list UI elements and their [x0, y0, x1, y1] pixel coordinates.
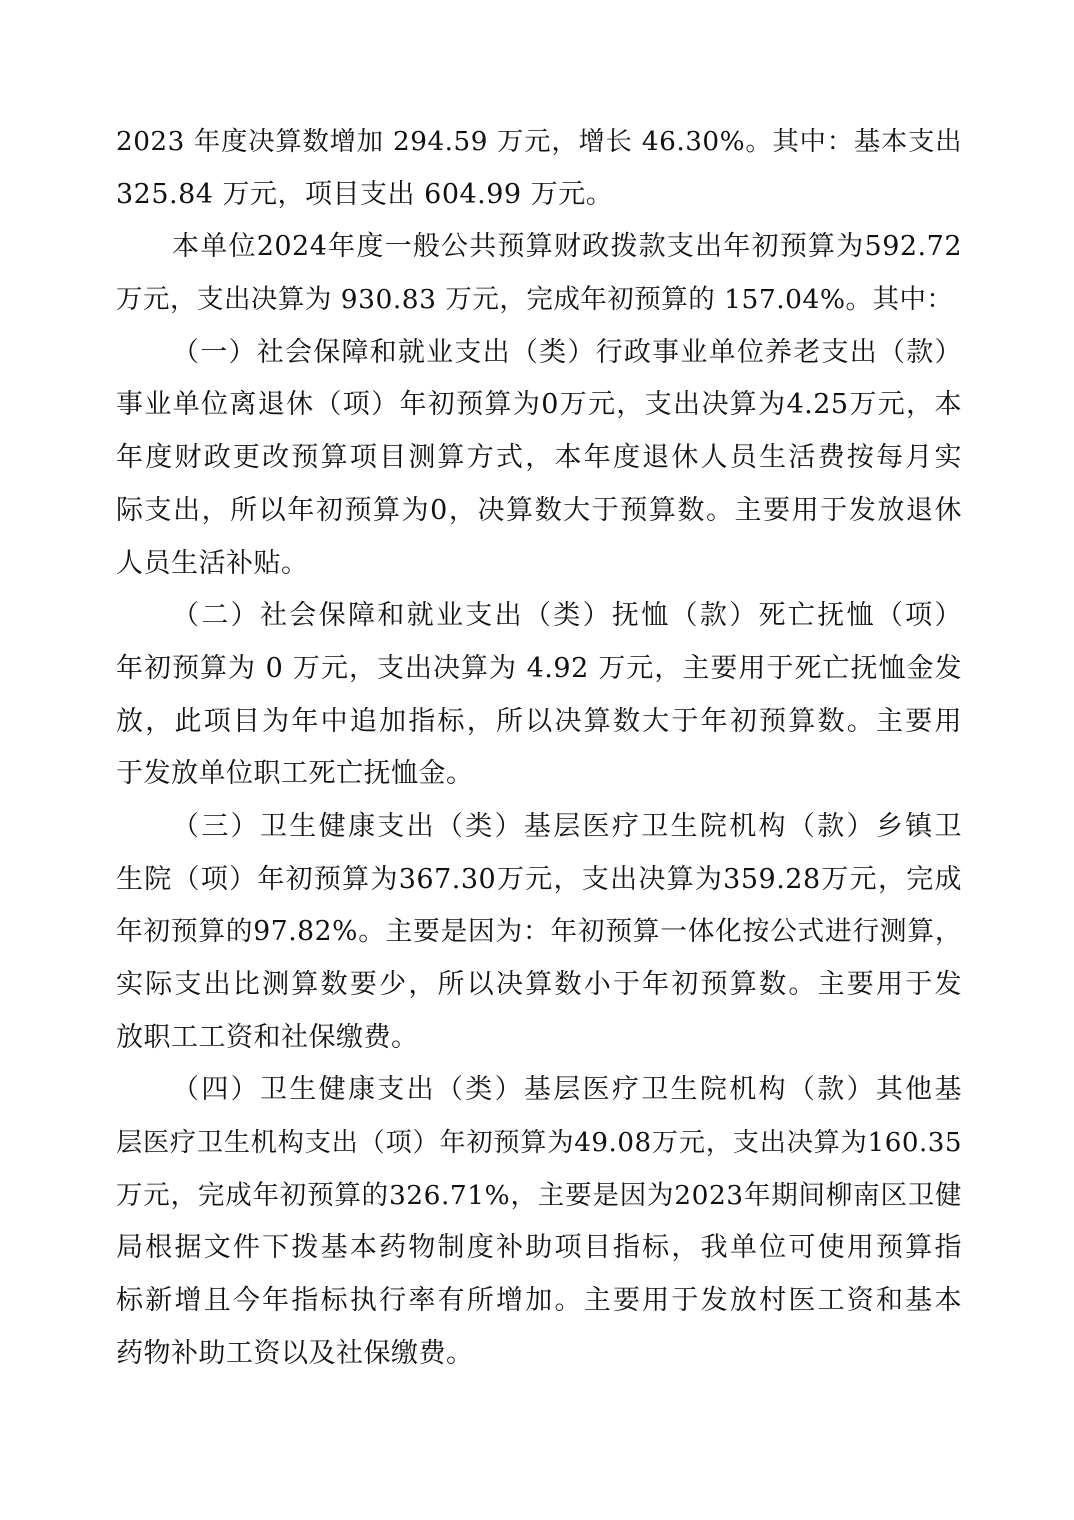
document-page: [116, 116, 962, 1381]
text-line: 实际支出比测算数要少，所以决算数小于年初预算数。主要用于发: [116, 969, 962, 1000]
text-line: 局根据文件下拨基本药物制度补助项目指标，我单位可使用预算指: [116, 1232, 962, 1264]
text-line: 层医疗卫生机构支出（项）年初预算为49.08万元，支出决算为160.35: [116, 1128, 962, 1159]
paragraph-general-budget: [116, 221, 962, 326]
text-line: 年度财政更改预算项目测算方式，本年度退休人员生活费按每月实: [116, 442, 962, 474]
text-line: 万元，支出决算为 930.83 万元，完成年初预算的 157.04%。其中：: [116, 284, 954, 316]
paragraph-item-4-other-medical: [116, 1064, 962, 1380]
text-line: 人员生活补贴。: [116, 547, 309, 579]
text-line: 本单位2024年度一般公共预算财政拨款支出年初预算为592.72: [172, 231, 962, 263]
text-line: 事业单位离退休（项）年初预算为0万元，支出决算为4.25万元，本: [116, 389, 962, 421]
text-line: 生院（项）年初预算为367.30万元，支出决算为359.28万元，完成: [116, 863, 962, 895]
text-line: 放，此项目为年中追加指标，所以决算数大于年初预算数。主要用: [116, 705, 962, 737]
text-line: 万元，完成年初预算的326.71%，主要是因为2023年期间柳南区卫健: [116, 1179, 962, 1211]
paragraph-summary-increase: [116, 116, 962, 221]
text-line: 2023 年度决算数增加 294.59 万元，增长 46.30%。其中：基本支出: [116, 127, 962, 157]
paragraph-item-2-death-compensation: [116, 590, 962, 801]
text-line: 年初预算的97.82%。主要是因为：年初预算一体化按公式进行测算，: [116, 916, 962, 948]
text-line: 325.84 万元，项目支出 604.99 万元。: [116, 178, 614, 210]
paragraph-item-1-retirement: [116, 327, 962, 590]
text-line: 于发放单位职工死亡抚恤金。: [116, 758, 474, 790]
text-line: 放职工工资和社保缴费。: [116, 1021, 419, 1053]
text-line: 年初预算为 0 万元，支出决算为 4.92 万元，主要用于死亡抚恤金发: [116, 652, 962, 684]
text-line: 药物补助工资以及社保缴费。: [116, 1337, 474, 1369]
text-line: （三）卫生健康支出（类）基层医疗卫生院机构（款）乡镇卫: [172, 810, 962, 842]
text-line: （四）卫生健康支出（类）基层医疗卫生院机构（款）其他基: [172, 1074, 962, 1106]
text-line: （二）社会保障和就业支出（类）抚恤（款）死亡抚恤（项）: [172, 600, 962, 632]
text-line: 际支出，所以年初预算为0，决算数大于预算数。主要用于发放退休: [116, 494, 962, 526]
text-line: （一）社会保障和就业支出（类）行政事业单位养老支出（款）: [172, 336, 962, 368]
text-line: 标新增且今年指标执行率有所增加。主要用于发放村医工资和基本: [116, 1285, 962, 1317]
paragraph-item-3-township-hospital: [116, 801, 962, 1064]
